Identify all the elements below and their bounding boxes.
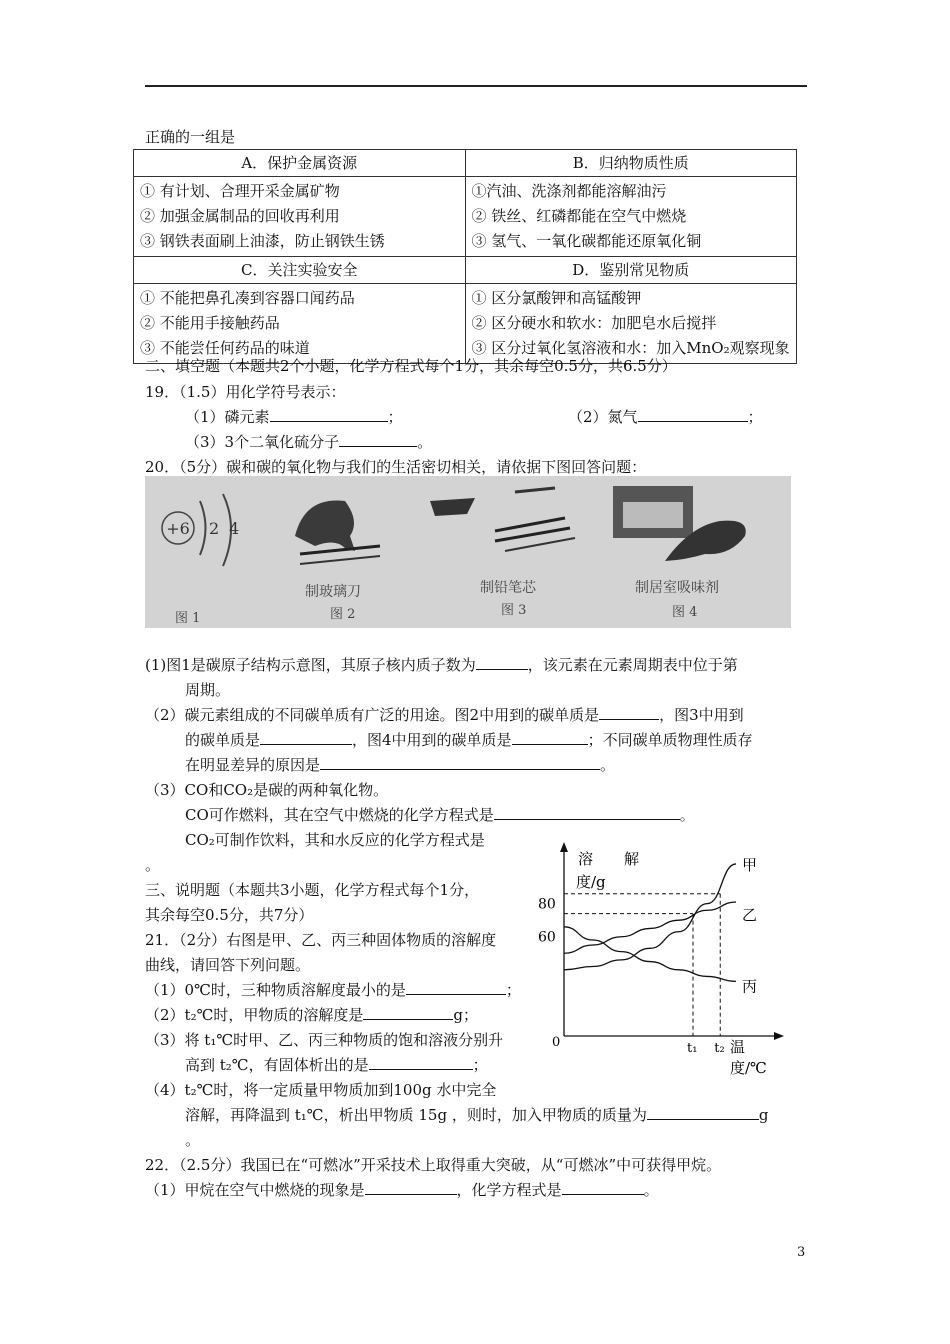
option-b-body: ①汽油、洗涤剂都能溶解油污 ② 铁丝、红磷都能在空气中燃烧 ③ 氢气、一氧化碳都能还原氧化铜 — [465, 177, 797, 257]
q20-stem: 20．（5分）碳和碳的氧化物与我们的生活密切相关，请依据下图回答问题： — [145, 458, 647, 476]
q20-part1-line1: (1)图1是碳原子结构示意图，其原子核内质子数为 ，该元素在元素周期表中位于第 — [145, 656, 738, 674]
q21-part1: （1）0℃时，三种物质溶解度最小的是 ； — [145, 981, 521, 999]
fig2-caption: 制玻璃刀 — [305, 584, 361, 600]
y-tick-80: 80 — [538, 896, 556, 913]
option-a-body: ① 有计划、合理开采金属矿物 ② 加强金属制品的回收再利用 ③ 钢铁表面刷上油漆，防止钢铁生锈 — [134, 177, 466, 257]
series-label-丙: 丙 — [742, 977, 758, 996]
q21-part4-line1: （4）t₂℃时，将一定质量甲物质加到100g 水中完全 — [145, 1081, 497, 1099]
section3-heading-1: 三、说明题（本题共3小题，化学方程式每个1分， — [145, 881, 480, 899]
q19-part1: （1）磷元素 ； — [185, 408, 403, 426]
y-axis-label-1: 溶 — [578, 850, 594, 868]
nucleus-label: +6 — [166, 519, 190, 538]
series-label-乙: 乙 — [742, 905, 758, 924]
q20-part3-line4: 。 — [145, 856, 161, 874]
q20-part3-line2: CO可作燃料，其在空气中燃烧的化学方程式是 。 — [185, 806, 695, 824]
options-table — [133, 149, 797, 364]
section3-heading-2: 其余每空0.5分，共7分） — [145, 906, 314, 924]
section2-heading: 二、填空题（本题共2个小题，化学方程式每个1分，其余每空0.5分，共6.5分） — [145, 357, 677, 375]
q19-part3: （3）3个二氧化硫分子 。 — [185, 433, 433, 451]
q21-part3-line2: 高到 t₂℃，有固体析出的是 ； — [185, 1056, 488, 1074]
option-d-header: D．鉴别常见物质 — [465, 257, 797, 284]
q21-part2: （2）t₂℃时，甲物质的溶解度是 g； — [145, 1006, 478, 1024]
q20-part3-line3: CO₂可制作饮料，其和水反应的化学方程式是 — [185, 831, 485, 849]
deodorizer-label — [623, 502, 683, 528]
q20-part3-line1: （3）CO和CO₂是碳的两种氧化物。 — [145, 781, 389, 799]
fig4-label: 图 4 — [672, 605, 698, 620]
fig3-caption: 制铅笔芯 — [480, 580, 536, 596]
option-b-header: B．归纳物质性质 — [465, 150, 797, 177]
fig1-label: 图 1 — [175, 611, 201, 626]
q22-stem: 22．（2.5分）我国已在“可燃冰”开采技术上取得重大突破，从“可燃冰”中可获得甲烷。 — [145, 1156, 722, 1174]
q20-part2-line2: 的碳单质是 ，图4中用到的碳单质是 ；不同碳单质物理性质存 — [185, 731, 753, 749]
x-tick-t2: t₂ — [714, 1041, 725, 1056]
y-tick-60: 60 — [538, 929, 556, 946]
x-axis-arrow — [774, 1032, 784, 1040]
q22-part1: （1）甲烷在空气中燃烧的现象是 ，化学方程式是 。 — [145, 1181, 659, 1199]
fig4-caption: 制居室吸味剂 — [635, 580, 719, 596]
shell1-count: 2 — [209, 519, 220, 538]
y-axis-label-3: 度/g — [576, 873, 606, 891]
chart-plot — [538, 842, 784, 1077]
origin-label: 0 — [552, 1035, 561, 1050]
carbon-figure-svg — [145, 476, 791, 628]
page-number: 3 — [797, 1245, 806, 1260]
q19-part2: （2）氮气 ； — [568, 408, 763, 426]
fig2-label: 图 2 — [330, 607, 356, 622]
header-rule — [145, 85, 807, 87]
intro-text: 正确的一组是 — [145, 128, 236, 146]
option-c-header: C．关注实验安全 — [134, 257, 466, 284]
q21-part3-line1: （3）将 t₁℃时甲、乙、丙三种物质的饱和溶液分别升 — [145, 1031, 504, 1049]
option-a-header: A．保护金属资源 — [134, 150, 466, 177]
q21-stem-2: 曲线，请回答下列问题。 — [145, 956, 311, 974]
x-tick-t1: t₁ — [687, 1041, 698, 1056]
q20-part1-line2: 周期。 — [185, 681, 231, 699]
q21-part4-line2: 溶解，再降温到 t₁℃，析出甲物质 15g ，则时，加入甲物质的质量为 g — [185, 1106, 769, 1124]
q21-part4-line3: 。 — [185, 1131, 201, 1149]
solubility-chart — [528, 838, 790, 1078]
y-axis-label-2: 解 — [624, 850, 640, 868]
curve-乙 — [564, 902, 736, 953]
q19-stem: 19．（1.5）用化学符号表示： — [145, 383, 346, 401]
option-c-body: ① 不能把鼻孔凑到容器口闻药品 ② 不能用手接触药品 ③ 不能尝任何药品的味道 — [134, 284, 466, 364]
option-d-body: ① 区分氯酸钾和高锰酸钾 ② 区分硬水和软水：加肥皂水后搅拌 ③ 区分过氧化氢溶液和水：加入MnO₂观察现象 — [465, 284, 797, 364]
curve-丙 — [564, 927, 736, 982]
carbon-figure — [145, 476, 791, 628]
shell2-count: 4 — [229, 519, 240, 538]
q20-part2-line3: 在明显差异的原因是 。 — [185, 756, 616, 774]
q20-part2-line1: （2）碳元素组成的不同碳单质有广泛的用途。图2中用到的碳单质是 ，图3中用到 — [145, 706, 744, 724]
x-axis-label-1: 温 — [730, 1038, 746, 1056]
x-axis-label-2: 度/℃ — [730, 1059, 767, 1077]
series-label-甲: 甲 — [742, 855, 758, 874]
y-axis-arrow — [560, 842, 568, 852]
q21-stem-1: 21．（2分）右图是甲、乙、丙三种固体物质的溶解度 — [145, 931, 497, 949]
fig3-label: 图 3 — [501, 603, 527, 618]
